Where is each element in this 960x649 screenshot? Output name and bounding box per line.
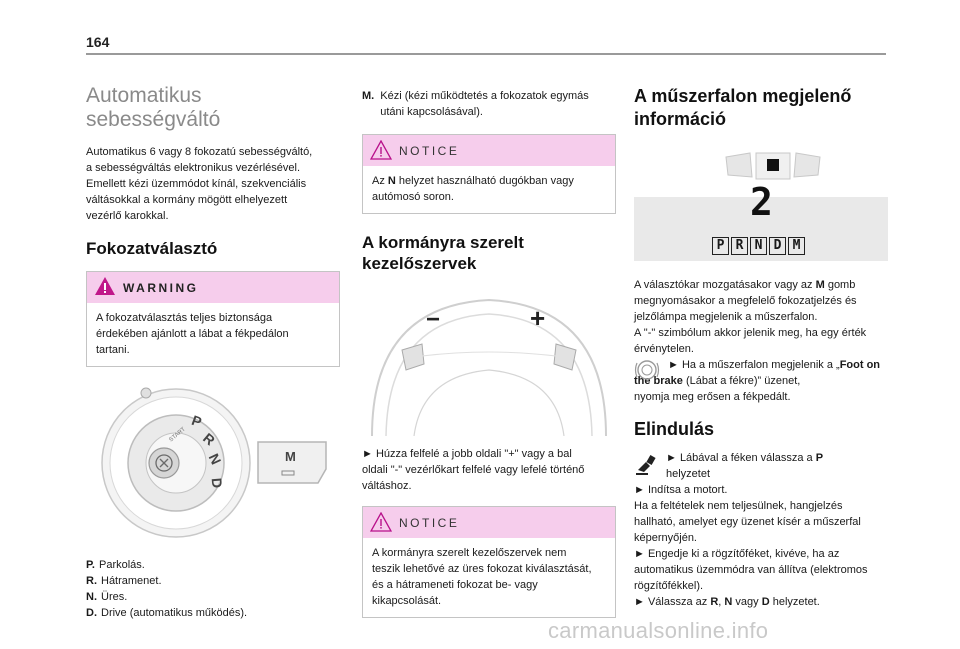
position-r: R. Hátramenet. (86, 575, 162, 587)
foot-brake-item (634, 357, 888, 405)
foot-on-brake-icon (634, 359, 660, 381)
heading-instrument-display: A műszerfalon megjelenő információ (634, 86, 852, 129)
position-p: P. Parkolás. (86, 559, 145, 571)
foot-pedal-icon (634, 452, 658, 476)
notice-text-1: Az N helyzet használható dugókban vagy autómosó soron. (372, 175, 574, 203)
position-n: N. Üres. (86, 591, 128, 603)
notice-header-1 (363, 135, 615, 166)
positions-list (86, 557, 340, 621)
column-3 (634, 85, 888, 610)
dial-letter-d: D (208, 477, 226, 489)
gear-digit: 2 (750, 180, 773, 224)
steering-wheel-drawing (362, 286, 616, 436)
watermark: carmanualsonline.info (548, 618, 769, 643)
dial-start-label: START (168, 426, 187, 444)
gear-d: D (769, 237, 786, 255)
m-button-label: M (285, 449, 296, 464)
notice-triangle-icon (370, 140, 392, 160)
dial-letter-r: R (200, 429, 219, 449)
notice-label-1: NOTICE (399, 144, 460, 158)
gear-r: R (731, 237, 748, 255)
section-title-automatic-gearbox: Automatikus sebességváltó (86, 84, 221, 131)
warning-box (86, 271, 340, 367)
notice-header-2 (363, 507, 615, 538)
gear-n: N (750, 237, 767, 255)
display-paragraph: A választókar mozgatásakor vagy az M gomb megnyomásakor a megfelelő fokozatjelzés és jelzőlámpa megjelenik a műszerfalon. A "-" szimbólum akkor jelenik meg, ha egy érték érvénytelen. (634, 279, 867, 355)
start-step-last: ► Válassza az R, N vagy D helyzetet. (634, 596, 820, 608)
gear-letter-row (712, 237, 805, 255)
position-d: D. Drive (automatikus működés). (86, 607, 248, 619)
warning-header (87, 272, 339, 303)
gear-display-panel (634, 180, 888, 261)
plus-paddle-label: + (530, 303, 546, 333)
page-number: 164 (86, 34, 110, 50)
heading-gear-selector: Fokozatválasztó (86, 239, 218, 258)
column-1 (86, 82, 340, 621)
start-step-1 (634, 450, 888, 482)
dial-letter-n: N (205, 451, 225, 467)
top-rule (86, 53, 886, 55)
warning-text: A fokozatválasztás teljes biztonsága érdekében ajánlott a lábat a fékpedálon tartani. (96, 312, 289, 356)
notice-label-2: NOTICE (399, 516, 460, 530)
gear-p: P (712, 237, 729, 255)
warning-icon (94, 276, 116, 296)
start-step-1-text: ► Lábával a féken válassza a P helyzetet (666, 452, 824, 480)
minus-paddle-label: − (426, 306, 441, 333)
notice-box-2 (362, 506, 616, 618)
start-steps-rest: ► Indítsa a motort. Ha a feltételek nem teljesülnek, hangjelzés hallható, amelyet egy üzenet kísér a műszerfal képernyőjén. ► Engedje ki a rögzítőféket, kivéve, ha az automatikus üzemmódra van állítva (elektromos rögzítőfékkel). (634, 484, 868, 592)
steering-instruction: ► Húzza felfelé a jobb oldali "+" vagy a bal oldali "-" vezérlőkart felfelé vagy lefelé történő váltáshoz. (362, 448, 585, 492)
position-m: M. Kézi (kézi működtetés a fokozatok egymás utáni kapcsolásával). (362, 90, 589, 118)
heading-starting: Elindulás (634, 419, 715, 439)
notice-box-1 (362, 134, 616, 214)
notice-text-2: A kormányra szerelt kezelőszervek nem teszik lehetővé az üres fokozat kiválasztását, és a hátrameneti fokozat be- vagy kikapcsolását. (372, 547, 592, 607)
column-2 (362, 88, 616, 618)
gear-m: M (788, 237, 805, 255)
heading-steering-controls: A kormányra szerelt kezelőszervek (362, 233, 524, 273)
foot-brake-text: ► Ha a műszerfalon megjelenik a „Foot on the brake (Lábat a fékre)” üzenet, nyomja meg erősen a fékpedált. (634, 359, 881, 403)
intro-paragraph: Automatikus 6 vagy 8 fokozatú sebességváltó, a sebességváltás elektronikus vezérlésével. Emellett kézi üzemmódot kínál, szekvenciális váltásokkal a kormány mögött elhelyezett vezérlő karokkal. (86, 146, 313, 222)
steering-wheel-illustration (362, 286, 616, 436)
gear-selector-illustration (86, 385, 340, 545)
dial-letter-p: P (189, 411, 204, 431)
notice-triangle-icon (370, 512, 392, 532)
warning-label: WARNING (123, 281, 199, 295)
